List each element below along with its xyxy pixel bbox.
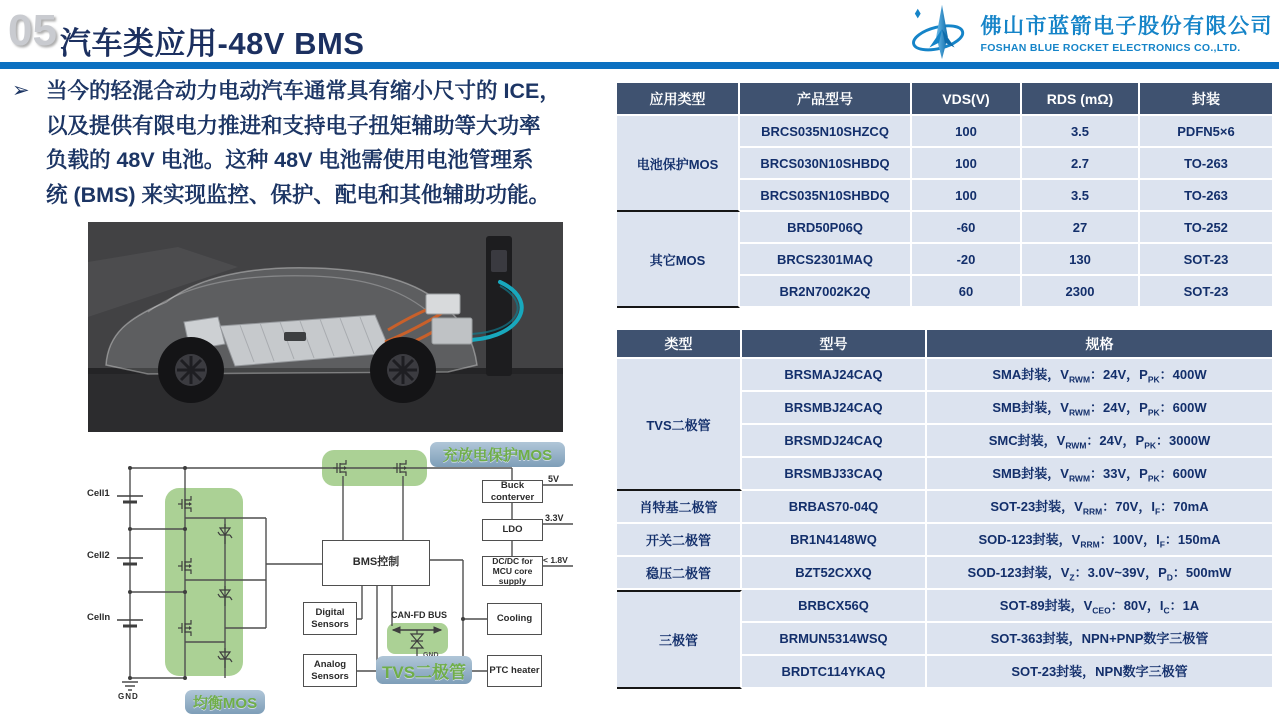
gnd-symbol — [122, 682, 138, 690]
group-cell: TVS二极管 — [617, 359, 742, 491]
model-cell: BZT52CXXQ — [742, 557, 927, 590]
col-header: RDS (mΩ) — [1022, 83, 1140, 116]
spec-sub: C — [1163, 605, 1170, 616]
intro-paragraph — [10, 74, 614, 212]
part-number-cell: BR2N7002K2Q — [740, 276, 912, 308]
spec-text: ：24V，P — [1086, 433, 1145, 449]
col-header: 规格 — [927, 330, 1272, 359]
spec-sub: F — [1154, 506, 1161, 517]
group-cell: 其它MOS — [617, 212, 740, 308]
group-cell: 开关二极管 — [617, 524, 742, 557]
col-header: 产品型号 — [740, 83, 912, 116]
spec-sub: RWM — [1068, 407, 1091, 418]
spec-cell — [927, 656, 1272, 689]
celln-label: Celln — [87, 612, 111, 623]
table-row — [617, 491, 1272, 524]
spec-text: ：3.0V~39V，P — [1074, 565, 1167, 581]
spec-sub: RWM — [1068, 473, 1091, 484]
spec-text: SMB封装，V — [992, 466, 1069, 482]
rds-cell: 27 — [1022, 212, 1140, 244]
part-number-cell: BRD50P06Q — [740, 212, 912, 244]
intro-line: 统 (BMS) 来实现监控、保护、配电和其他辅助功能。 — [46, 182, 551, 207]
table-row — [617, 524, 1272, 557]
blue-rocket-logo-icon — [910, 3, 974, 61]
spec-sub: PK — [1147, 473, 1160, 484]
part-number-cell: BRCS2301MAQ — [740, 244, 912, 276]
rail-1v8-label: < 1.8V — [543, 555, 568, 565]
spec-text: SOD-123封装，V — [978, 532, 1081, 548]
model-cell: BRSMDJ24CAQ — [742, 425, 927, 458]
rail-5v-label: 5V — [548, 474, 560, 484]
company-logo-block — [910, 3, 1274, 61]
group-cell: 稳压二极管 — [617, 557, 742, 590]
table-header-row — [617, 330, 1272, 359]
spec-text: ：24V，P — [1090, 367, 1148, 383]
spec-text: ：33V，P — [1090, 466, 1148, 482]
spec-sub: Z — [1069, 572, 1075, 583]
spec-text: ：1A — [1169, 598, 1200, 614]
cell1-label: Cell1 — [87, 488, 110, 499]
col-header: 型号 — [742, 330, 927, 359]
model-cell: BRSMAJ24CAQ — [742, 359, 927, 392]
intro-line: 负载的 48V 电池。这种 48V 电池需使用电池管理系 — [46, 148, 534, 172]
vds-cell: 60 — [912, 276, 1022, 308]
balance-mos-badge: 均衡MOS — [185, 690, 265, 714]
page-number: 05 — [8, 6, 57, 55]
spec-sub: RRM — [1080, 539, 1100, 550]
group-cell: 电池保护MOS — [617, 116, 740, 212]
rds-cell: 2300 — [1022, 276, 1140, 308]
spec-sub: RRM — [1082, 506, 1103, 517]
ev-chassis-photo — [88, 222, 563, 432]
mos-table — [617, 83, 1272, 308]
model-cell: BRSMBJ24CAQ — [742, 392, 927, 425]
spec-sub: F — [1159, 539, 1165, 550]
model-cell: BRMUN5314WSQ — [742, 623, 927, 656]
spec-text: SOT-23封装，V — [990, 499, 1083, 515]
spec-text: ：24V，P — [1090, 400, 1148, 416]
spec-text: ：600W — [1159, 466, 1207, 482]
vds-cell: -20 — [912, 244, 1022, 276]
spec-text: ：600W — [1159, 400, 1207, 416]
cell2-label: Cell2 — [87, 550, 110, 561]
vds-cell: 100 — [912, 180, 1022, 212]
tvs-diode-badge: TVS二极管 — [376, 656, 472, 684]
analog-sensors-box: Analog Sensors — [303, 654, 357, 687]
spec-cell — [927, 557, 1272, 590]
spec-cell — [927, 425, 1272, 458]
bms-block-diagram — [85, 438, 577, 720]
company-name-cn: 佛山市蓝箭电子股份有限公司 — [980, 15, 1273, 38]
intro-line: 以及提供有限电力推进和支持电子扭矩辅助等大功率 — [46, 113, 541, 138]
balance-mos-highlight — [165, 488, 243, 676]
spec-text: SOT-23封装，NPN数字三极管 — [1011, 664, 1188, 680]
ldo-box: LDO — [482, 519, 543, 541]
spec-sub: PK — [1144, 440, 1157, 451]
vds-cell: 100 — [912, 116, 1022, 148]
spec-text: SMA封装，V — [992, 367, 1069, 383]
digital-sensors-box: Digital Sensors — [303, 602, 357, 635]
model-cell: BR1N4148WQ — [742, 524, 927, 557]
canfd-bus-label: CAN-FD BUS — [391, 610, 447, 620]
rail-3v3-label: 3.3V — [545, 513, 564, 523]
spec-text: SOD-123封装，V — [967, 565, 1070, 581]
spec-cell — [927, 623, 1272, 656]
page-title: 汽车类应用-48V BMS — [60, 26, 365, 61]
col-header: 类型 — [617, 330, 742, 359]
rds-cell: 2.7 — [1022, 148, 1140, 180]
spec-cell — [927, 359, 1272, 392]
diode-table — [617, 330, 1272, 689]
intro-line: 当今的轻混合动力电动汽车通常具有缩小尺寸的 ICE， — [46, 79, 561, 103]
part-number-cell: BRCS030N10SHBDQ — [740, 148, 912, 180]
spec-sub: D — [1166, 572, 1173, 583]
package-cell: TO-252 — [1140, 212, 1272, 244]
model-cell: BRBAS70-04Q — [742, 491, 927, 524]
spec-text: ：80V，I — [1110, 598, 1164, 614]
bms-control-box: BMS控制 — [322, 540, 430, 586]
vds-cell: 100 — [912, 148, 1022, 180]
package-cell: TO-263 — [1140, 180, 1272, 212]
group-cell: 肖特基二极管 — [617, 491, 742, 524]
dcdc-box: DC/DC for MCU core supply — [482, 556, 543, 586]
package-cell: SOT-23 — [1140, 244, 1272, 276]
rds-cell: 3.5 — [1022, 116, 1140, 148]
spec-sub: PK — [1147, 407, 1160, 418]
model-cell: BRBCX56Q — [742, 590, 927, 623]
spec-text: SMC封装，V — [988, 433, 1066, 449]
spec-cell — [927, 392, 1272, 425]
model-cell: BRSMBJ33CAQ — [742, 458, 927, 491]
spec-text: ：150mA — [1164, 532, 1221, 548]
package-cell: PDFN5×6 — [1140, 116, 1272, 148]
spec-sub: PK — [1147, 374, 1160, 385]
spec-text: ：100V，I — [1099, 532, 1160, 548]
table-row — [617, 212, 1272, 244]
protect-mos-badge: 充放电保护MOS — [430, 442, 565, 467]
header-divider — [0, 62, 1279, 69]
spec-cell — [927, 491, 1272, 524]
model-cell: BRDTC114YKAQ — [742, 656, 927, 689]
spec-sub: RWM — [1065, 440, 1087, 451]
spec-cell — [927, 590, 1272, 623]
spec-text: ：500mW — [1172, 565, 1232, 581]
rds-cell: 3.5 — [1022, 180, 1140, 212]
spec-text: SOT-89封装，V — [999, 598, 1093, 614]
package-cell: SOT-23 — [1140, 276, 1272, 308]
table-row — [617, 590, 1272, 623]
spec-text: SMB封装，V — [992, 400, 1069, 416]
table-header-row — [617, 83, 1272, 116]
spec-text: SOT-363封装，NPN+PNP数字三极管 — [990, 631, 1209, 647]
spec-cell — [927, 458, 1272, 491]
gnd-label: GND — [118, 692, 139, 701]
cooling-box: Cooling — [487, 603, 542, 635]
col-header: 应用类型 — [617, 83, 740, 116]
company-name — [981, 10, 1274, 54]
col-header: 封装 — [1140, 83, 1272, 116]
intro-text — [46, 74, 614, 212]
part-number-cell: BRCS035N10SHZCQ — [740, 116, 912, 148]
rds-cell: 130 — [1022, 244, 1140, 276]
company-name-en: FOSHAN BLUE ROCKET ELECTRONICS CO.,LTD. — [980, 42, 1241, 54]
table-row — [617, 557, 1272, 590]
spec-text: ：3000W — [1156, 433, 1211, 449]
bullet-arrow-icon: ➢ — [12, 79, 30, 102]
table-row — [617, 359, 1272, 392]
part-number-cell: BRCS035N10SHBDQ — [740, 180, 912, 212]
spec-text: ：400W — [1159, 367, 1207, 383]
spec-text: ：70mA — [1160, 499, 1209, 515]
package-cell: TO-263 — [1140, 148, 1272, 180]
vds-cell: -60 — [912, 212, 1022, 244]
ptc-heater-box: PTC heater — [487, 655, 542, 687]
spec-sub: RWM — [1068, 374, 1091, 385]
spec-text: ：70V，I — [1102, 499, 1155, 515]
table-row — [617, 116, 1272, 148]
buck-converter-box: Buck conterver — [482, 480, 543, 503]
spec-cell — [927, 524, 1272, 557]
col-header: VDS(V) — [912, 83, 1022, 116]
group-cell: 三极管 — [617, 590, 742, 689]
spec-sub: CEO — [1092, 605, 1111, 616]
